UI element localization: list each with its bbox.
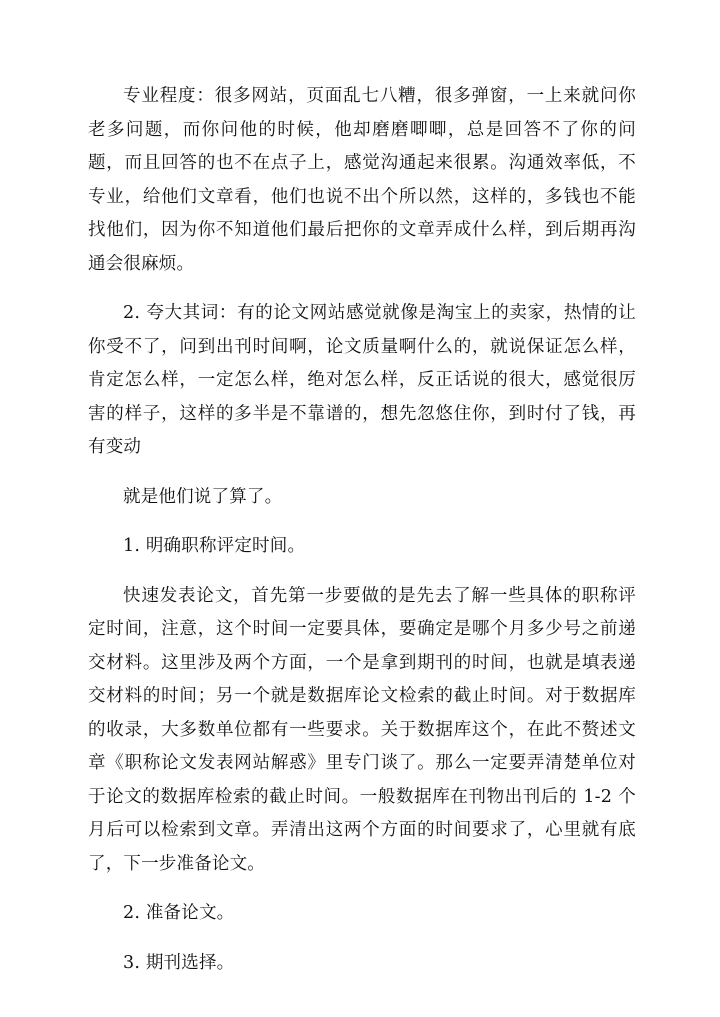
paragraph-step-1-detail: 快速发表论文，首先第一步要做的是先去了解一些具体的职称评定时间，注意，这个时间一定要具体，要确定是哪个月多少号之前递交材料。这里涉及两个方面，一个是拿到期刊的时间，也就是填表递交材料的时间；另一个就是数据库论文检索的截止时间。对于数据库的收录，大多数单位都有一些要求。关于数据库这个，在此不赘述文章《职称论文发表网站解惑》里专门谈了。那么一定要弄清楚单位对于论文的数据库检索的截止时间。一般数据库在刊物出刊后的 1-2 个月后可以检索到文章。弄清出这两个方面的时间要求了，心里就有底了，下一步准备论文。	[88, 585, 636, 874]
heading-step-1: 1. 明确职称评定时间。	[123, 536, 306, 556]
heading-step-3: 3. 期刊选择。	[123, 952, 235, 973]
heading-step-2: 2. 准备论文。	[123, 903, 235, 923]
paragraph-continuation: 就是他们说了算了。	[123, 486, 283, 507]
document-body	[88, 80, 636, 980]
paragraph-exaggeration: 2. 夸大其词：有的论文网站感觉就像是淘宝上的卖家，热情的让你受不了，问到出刊时间啊，论文质量啊什么的，就说保证怎么样，肯定怎么样，一定怎么样，绝对怎么样，反正话说的很大，感觉很厉害的样子，这样的多半是不靠谱的，想先忽悠住你，到时付了钱，再有变动	[88, 303, 636, 457]
paragraph-professionalism: 专业程度：很多网站，页面乱七八糟，很多弹窗，一上来就问你老多问题，而你问他的时候，他却磨磨唧唧，总是回答不了你的问题，而且回答的也不在点子上，感觉沟通起来很累。沟通效率低，不专业，给他们文章看，他们也说不出个所以然，这样的，多钱也不能找他们，因为你不知道他们最后把你的文章弄成什么样，到后期再沟通会很麻烦。	[88, 86, 636, 274]
